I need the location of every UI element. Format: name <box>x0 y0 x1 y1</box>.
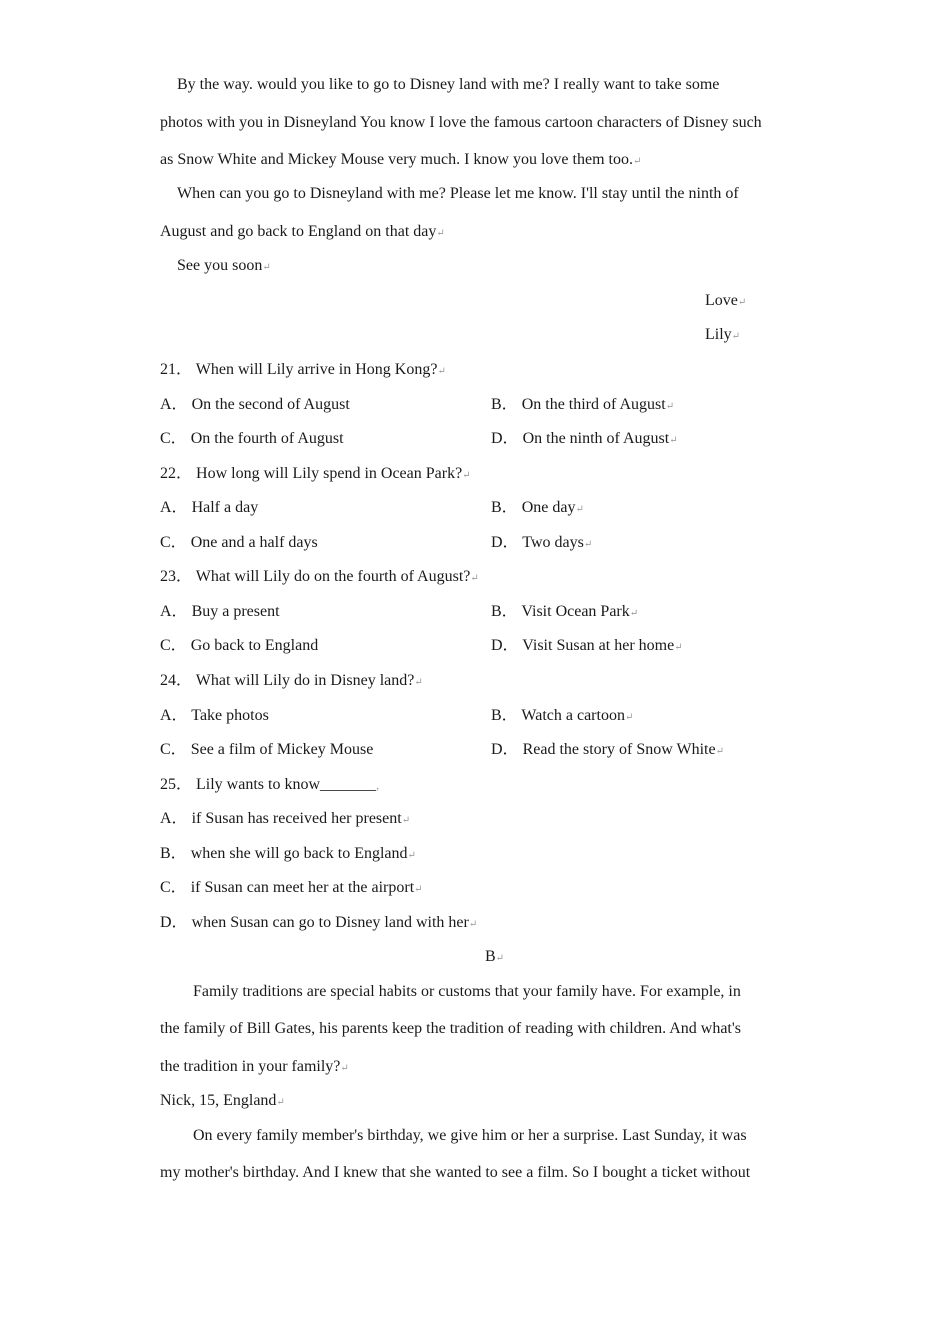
option-23-c[interactable]: C． Go back to England <box>160 637 319 654</box>
paragraph-mark: ↵ <box>629 608 639 619</box>
paragraph-mark: ↵ <box>407 850 416 861</box>
paragraph-mark: ↵ <box>632 156 642 167</box>
paragraph-mark: ， <box>376 781 387 792</box>
section-b-line: Family traditions are special habits or customs that your family have. For example, in <box>193 983 741 1000</box>
option-21-b[interactable]: B． On the third of August↵ <box>491 396 675 413</box>
option-23-b[interactable]: B． Visit Ocean Park↵ <box>491 603 639 620</box>
letter-line: By the way. would you like to go to Disney land with me? I really want to take some <box>177 76 720 93</box>
option-22-a[interactable]: A． Half a day <box>160 499 259 516</box>
paragraph-mark: ↵ <box>276 1097 285 1108</box>
question-25: 25． Lily wants to know_______， <box>160 776 387 793</box>
letter-line: August and go back to England on that day↵ <box>160 223 445 240</box>
paragraph-mark: ↵ <box>715 746 724 757</box>
paragraph-mark: ↵ <box>583 539 593 550</box>
paragraph-mark: ↵ <box>437 366 446 377</box>
section-b-line: my mother's birthday. And I knew that she wanted to see a film. So I bought a ticket without <box>160 1164 751 1181</box>
letter-line: photos with you in Disneyland You know I love the famous cartoon characters of Disney such <box>160 114 762 131</box>
letter-line: When can you go to Disneyland with me? Please let me know. I'll stay until the ninth of <box>177 185 739 202</box>
option-21-d[interactable]: D． On the ninth of August↵ <box>491 430 678 447</box>
letter-closing: Love↵ <box>705 292 747 309</box>
paragraph-mark: ↵ <box>262 262 271 273</box>
question-24: 24． What will Lily do in Disney land?↵ <box>160 672 423 689</box>
paragraph-mark: ↵ <box>737 297 747 308</box>
paragraph-mark: ↵ <box>401 815 411 826</box>
paragraph-mark: ↵ <box>669 435 678 446</box>
option-24-b[interactable]: B． Watch a cartoon↵ <box>491 707 634 724</box>
paragraph-mark: ↵ <box>470 573 479 584</box>
option-23-d[interactable]: D． Visit Susan at her home↵ <box>491 637 683 654</box>
letter-line: as Snow White and Mickey Mouse very much. I know you love them too.↵ <box>160 151 642 168</box>
option-25-b[interactable]: B． when she will go back to England↵ <box>160 845 416 862</box>
paragraph-mark: ↵ <box>414 884 423 895</box>
question-21: 21． When will Lily arrive in Hong Kong?↵ <box>160 361 446 378</box>
letter-signature: Lily↵ <box>705 326 741 343</box>
paragraph-mark: ↵ <box>340 1063 349 1074</box>
paragraph-mark: ↵ <box>468 919 478 930</box>
author-line: Nick, 15, England↵ <box>160 1092 285 1109</box>
paragraph-mark: ↵ <box>462 470 471 481</box>
paragraph-mark: ↵ <box>575 504 584 515</box>
option-23-a[interactable]: A． Buy a present <box>160 603 280 620</box>
paragraph-mark: ↵ <box>665 401 675 412</box>
question-22: 22． How long will Lily spend in Ocean Park?↵ <box>160 465 471 482</box>
option-22-b[interactable]: B． One day↵ <box>491 499 584 516</box>
paragraph-mark: ↵ <box>731 331 741 342</box>
question-23: 23． What will Lily do on the fourth of August?↵ <box>160 568 479 585</box>
section-b-line: the family of Bill Gates, his parents keep the tradition of reading with children. And what's <box>160 1020 741 1037</box>
section-b-line: On every family member's birthday, we give him or her a surprise. Last Sunday, it was <box>193 1127 747 1144</box>
option-24-a[interactable]: A． Take photos <box>160 707 269 724</box>
option-25-d[interactable]: D． when Susan can go to Disney land with her↵ <box>160 914 478 931</box>
option-21-c[interactable]: C． On the fourth of August <box>160 430 344 447</box>
paragraph-mark: ↵ <box>414 677 423 688</box>
paragraph-mark: ↵ <box>495 953 505 964</box>
option-22-c[interactable]: C． One and a half days <box>160 534 318 551</box>
option-24-d[interactable]: D． Read the story of Snow White↵ <box>491 741 724 758</box>
option-21-a[interactable]: A． On the second of August <box>160 396 350 413</box>
option-25-c[interactable]: C． if Susan can meet her at the airport↵ <box>160 879 423 896</box>
paragraph-mark: ↵ <box>624 712 634 723</box>
option-25-a[interactable]: A． if Susan has received her present↵ <box>160 810 411 827</box>
paragraph-mark: ↵ <box>436 228 445 239</box>
section-b-heading: B↵ <box>485 948 505 965</box>
section-b-line: the tradition in your family?↵ <box>160 1058 349 1075</box>
option-22-d[interactable]: D． Two days↵ <box>491 534 593 551</box>
paragraph-mark: ↵ <box>674 642 683 653</box>
option-24-c[interactable]: C． See a film of Mickey Mouse <box>160 741 374 758</box>
see-you-soon: See you soon↵ <box>177 257 271 274</box>
